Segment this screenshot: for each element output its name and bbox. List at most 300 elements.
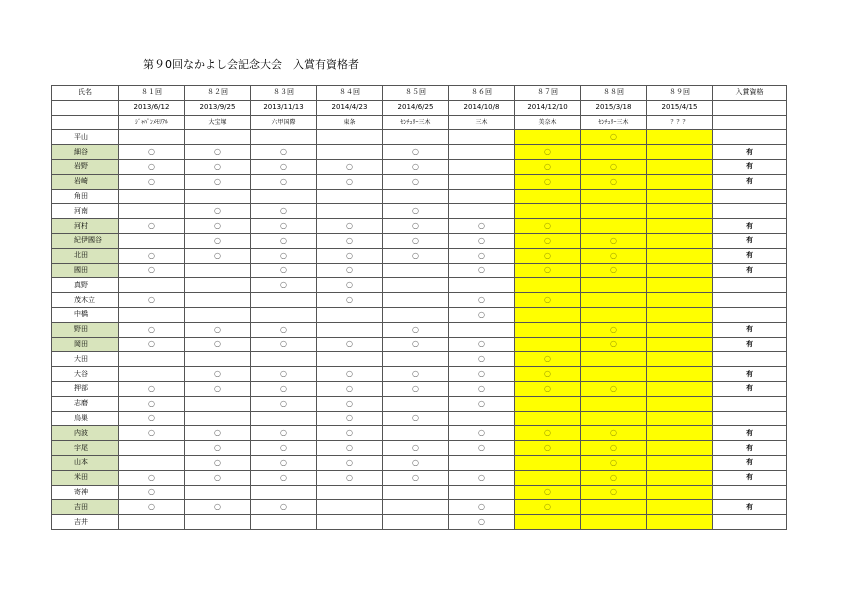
attendance-mark: ○ — [544, 161, 551, 171]
attendance-cell — [647, 248, 713, 263]
attendance-mark: ○ — [478, 265, 485, 275]
attendance-cell — [185, 174, 251, 189]
attendance-cell — [119, 204, 185, 219]
attendance-mark: ○ — [346, 176, 353, 186]
attendance-mark: ○ — [346, 398, 353, 408]
attendance-cell — [449, 426, 515, 441]
attendance-cell — [515, 485, 581, 500]
attendance-mark: ○ — [478, 428, 485, 438]
attendance-mark: ○ — [346, 250, 353, 260]
attendance-mark: ○ — [214, 221, 221, 231]
attendance-cell — [581, 367, 647, 382]
attendance-cell — [449, 485, 515, 500]
attendance-mark: ○ — [346, 457, 353, 467]
attendance-cell — [581, 441, 647, 456]
attendance-cell — [317, 145, 383, 160]
attendance-mark: ○ — [478, 398, 485, 408]
attendance-mark: ○ — [544, 176, 551, 186]
attendance-cell — [581, 293, 647, 308]
attendance-cell — [251, 367, 317, 382]
qualification-cell: 有 — [713, 219, 787, 234]
attendance-cell — [185, 426, 251, 441]
attendance-cell — [185, 145, 251, 160]
attendance-cell — [317, 174, 383, 189]
attendance-cell — [515, 145, 581, 160]
attendance-mark: ○ — [280, 443, 287, 453]
attendance-cell — [383, 233, 449, 248]
attendance-cell — [449, 248, 515, 263]
attendance-cell — [515, 189, 581, 204]
round-header: ８２回 — [185, 86, 251, 101]
table-row — [52, 381, 787, 396]
attendance-cell — [119, 278, 185, 293]
attendance-mark: ○ — [610, 235, 617, 245]
attendance-cell — [119, 293, 185, 308]
attendance-cell — [647, 411, 713, 426]
attendance-mark: ○ — [214, 428, 221, 438]
attendance-cell — [383, 145, 449, 160]
attendance-mark: ○ — [610, 176, 617, 186]
attendance-mark: ○ — [610, 339, 617, 349]
round-header: ８６回 — [449, 86, 515, 101]
venue-header — [119, 115, 185, 130]
attendance-cell — [449, 233, 515, 248]
attendance-mark: ○ — [280, 221, 287, 231]
attendance-cell — [515, 381, 581, 396]
attendance-cell — [251, 337, 317, 352]
player-name: 宇尾 — [52, 441, 119, 456]
qualification-cell: 有 — [713, 367, 787, 382]
attendance-cell — [317, 233, 383, 248]
table-row — [52, 455, 787, 470]
attendance-cell — [383, 367, 449, 382]
attendance-cell — [647, 500, 713, 515]
player-name: 角田 — [52, 189, 119, 204]
table-row — [52, 426, 787, 441]
attendance-cell — [119, 219, 185, 234]
attendance-mark: ○ — [544, 487, 551, 497]
attendance-mark: ○ — [148, 339, 155, 349]
attendance-cell — [515, 426, 581, 441]
table-row — [52, 396, 787, 411]
attendance-cell — [317, 411, 383, 426]
attendance-mark: ○ — [478, 295, 485, 305]
attendance-mark: ○ — [280, 339, 287, 349]
attendance-cell — [185, 470, 251, 485]
attendance-cell — [515, 367, 581, 382]
attendance-mark: ○ — [412, 324, 419, 334]
attendance-mark: ○ — [214, 472, 221, 482]
attendance-cell — [119, 411, 185, 426]
attendance-cell — [449, 337, 515, 352]
attendance-cell — [119, 396, 185, 411]
attendance-cell — [449, 189, 515, 204]
attendance-mark: ○ — [610, 472, 617, 482]
attendance-cell — [185, 159, 251, 174]
attendance-cell — [647, 307, 713, 322]
venue-label: ｾﾝﾁｭﾘｰ三木 — [400, 118, 431, 126]
attendance-mark: ○ — [346, 383, 353, 393]
attendance-cell — [449, 145, 515, 160]
attendance-cell — [119, 500, 185, 515]
attendance-mark: ○ — [412, 443, 419, 453]
attendance-cell — [251, 248, 317, 263]
attendance-mark: ○ — [280, 147, 287, 157]
attendance-mark: ○ — [412, 413, 419, 423]
table-row — [52, 189, 787, 204]
attendance-cell — [383, 515, 449, 530]
round-header: ８４回 — [317, 86, 383, 101]
attendance-cell — [251, 278, 317, 293]
attendance-mark: ○ — [148, 413, 155, 423]
table-row — [52, 159, 787, 174]
attendance-cell — [383, 293, 449, 308]
attendance-cell — [251, 426, 317, 441]
qualification-cell — [713, 293, 787, 308]
player-name: 米田 — [52, 470, 119, 485]
attendance-mark: ○ — [148, 221, 155, 231]
attendance-cell — [119, 189, 185, 204]
attendance-cell — [581, 381, 647, 396]
attendance-cell — [515, 174, 581, 189]
attendance-cell — [251, 307, 317, 322]
attendance-cell — [515, 455, 581, 470]
attendance-cell — [515, 322, 581, 337]
qualifier-table — [51, 85, 787, 530]
attendance-cell — [317, 381, 383, 396]
attendance-mark: ○ — [544, 221, 551, 231]
attendance-mark: ○ — [148, 383, 155, 393]
date-header: 2014/10/8 — [449, 100, 515, 115]
attendance-cell — [581, 337, 647, 352]
attendance-cell — [581, 174, 647, 189]
attendance-cell — [581, 145, 647, 160]
attendance-cell — [251, 515, 317, 530]
attendance-cell — [185, 411, 251, 426]
venue-label: ｼﾞｬﾊﾟﾝﾒﾓﾘｱﾙ — [134, 118, 168, 126]
attendance-cell — [449, 470, 515, 485]
attendance-mark: ○ — [544, 265, 551, 275]
attendance-cell — [449, 293, 515, 308]
attendance-cell — [647, 130, 713, 145]
venue-label: 三木 — [475, 118, 488, 126]
attendance-cell — [647, 426, 713, 441]
attendance-cell — [647, 293, 713, 308]
venue-header — [515, 115, 581, 130]
attendance-cell — [647, 159, 713, 174]
attendance-mark: ○ — [214, 147, 221, 157]
player-name: 河南 — [52, 204, 119, 219]
attendance-mark: ○ — [346, 472, 353, 482]
attendance-cell — [251, 411, 317, 426]
attendance-cell — [317, 219, 383, 234]
attendance-mark: ○ — [280, 324, 287, 334]
attendance-cell — [383, 204, 449, 219]
attendance-mark: ○ — [412, 383, 419, 393]
attendance-mark: ○ — [478, 309, 485, 319]
round-header: ８５回 — [383, 86, 449, 101]
attendance-cell — [251, 219, 317, 234]
date-header: 2014/12/10 — [515, 100, 581, 115]
attendance-mark: ○ — [346, 369, 353, 379]
attendance-mark: ○ — [412, 369, 419, 379]
attendance-cell — [383, 381, 449, 396]
attendance-mark: ○ — [610, 161, 617, 171]
attendance-mark: ○ — [346, 443, 353, 453]
qualification-header: 入賞資格 — [713, 86, 787, 101]
header-rounds-row — [52, 86, 787, 101]
attendance-cell — [383, 159, 449, 174]
attendance-cell — [185, 278, 251, 293]
attendance-cell — [581, 278, 647, 293]
attendance-cell — [515, 248, 581, 263]
qualification-cell — [713, 278, 787, 293]
attendance-cell — [647, 145, 713, 160]
round-header: ８７回 — [515, 86, 581, 101]
attendance-cell — [581, 130, 647, 145]
attendance-cell — [317, 248, 383, 263]
attendance-cell — [647, 219, 713, 234]
attendance-cell — [647, 322, 713, 337]
attendance-cell — [119, 485, 185, 500]
attendance-mark: ○ — [610, 443, 617, 453]
attendance-cell — [647, 470, 713, 485]
qualification-cell — [713, 515, 787, 530]
attendance-mark: ○ — [280, 250, 287, 260]
header-venues-row — [52, 115, 787, 130]
player-name: 真野 — [52, 278, 119, 293]
attendance-cell — [185, 130, 251, 145]
attendance-cell — [581, 204, 647, 219]
attendance-cell — [251, 189, 317, 204]
attendance-cell — [647, 174, 713, 189]
attendance-mark: ○ — [412, 221, 419, 231]
attendance-cell — [383, 322, 449, 337]
table-row — [52, 470, 787, 485]
date-header: 2015/3/18 — [581, 100, 647, 115]
round-header: ８８回 — [581, 86, 647, 101]
attendance-cell — [383, 248, 449, 263]
attendance-mark: ○ — [346, 265, 353, 275]
attendance-cell — [647, 263, 713, 278]
attendance-cell — [449, 441, 515, 456]
attendance-mark: ○ — [214, 339, 221, 349]
attendance-cell — [317, 204, 383, 219]
attendance-cell — [449, 500, 515, 515]
attendance-mark: ○ — [478, 443, 485, 453]
table-row — [52, 204, 787, 219]
attendance-mark: ○ — [412, 472, 419, 482]
player-name: 山本 — [52, 455, 119, 470]
player-name: 岩野 — [52, 159, 119, 174]
qualification-cell — [713, 307, 787, 322]
player-name: 寄神 — [52, 485, 119, 500]
table-row — [52, 233, 787, 248]
attendance-cell — [647, 396, 713, 411]
attendance-mark: ○ — [280, 235, 287, 245]
attendance-cell — [581, 515, 647, 530]
attendance-cell — [647, 441, 713, 456]
attendance-mark: ○ — [610, 324, 617, 334]
attendance-cell — [185, 337, 251, 352]
attendance-mark: ○ — [478, 354, 485, 364]
attendance-cell — [317, 293, 383, 308]
attendance-cell — [119, 470, 185, 485]
attendance-cell — [119, 263, 185, 278]
venue-label: ？？？ — [670, 118, 689, 126]
attendance-cell — [185, 500, 251, 515]
qualification-cell: 有 — [713, 441, 787, 456]
qualification-cell: 有 — [713, 337, 787, 352]
attendance-cell — [251, 485, 317, 500]
attendance-mark: ○ — [412, 457, 419, 467]
qualification-cell: 有 — [713, 322, 787, 337]
attendance-mark: ○ — [346, 428, 353, 438]
attendance-mark: ○ — [280, 502, 287, 512]
player-name: 中橋 — [52, 307, 119, 322]
attendance-cell — [317, 263, 383, 278]
attendance-mark: ○ — [478, 383, 485, 393]
attendance-cell — [647, 233, 713, 248]
attendance-mark: ○ — [478, 369, 485, 379]
attendance-cell — [185, 263, 251, 278]
attendance-mark: ○ — [280, 369, 287, 379]
date-header: 2013/6/12 — [119, 100, 185, 115]
attendance-cell — [251, 204, 317, 219]
qualification-cell — [713, 396, 787, 411]
qualification-cell: 有 — [713, 500, 787, 515]
attendance-cell — [515, 293, 581, 308]
attendance-cell — [185, 219, 251, 234]
attendance-mark: ○ — [214, 235, 221, 245]
player-name: 押部 — [52, 381, 119, 396]
attendance-mark: ○ — [412, 235, 419, 245]
attendance-cell — [581, 233, 647, 248]
venue-header — [647, 115, 713, 130]
blank-cell — [52, 100, 119, 115]
attendance-mark: ○ — [610, 428, 617, 438]
attendance-cell — [581, 426, 647, 441]
attendance-cell — [383, 411, 449, 426]
attendance-cell — [515, 515, 581, 530]
attendance-mark: ○ — [148, 487, 155, 497]
attendance-cell — [581, 248, 647, 263]
attendance-mark: ○ — [412, 250, 419, 260]
attendance-mark: ○ — [412, 147, 419, 157]
attendance-cell — [581, 485, 647, 500]
attendance-cell — [581, 159, 647, 174]
qualification-cell — [713, 189, 787, 204]
attendance-mark: ○ — [412, 206, 419, 216]
attendance-mark: ○ — [346, 221, 353, 231]
attendance-cell — [383, 485, 449, 500]
attendance-cell — [185, 352, 251, 367]
table-row — [52, 145, 787, 160]
attendance-cell — [647, 485, 713, 500]
attendance-cell — [119, 233, 185, 248]
attendance-mark: ○ — [148, 428, 155, 438]
qualification-cell: 有 — [713, 263, 787, 278]
qualification-cell: 有 — [713, 381, 787, 396]
attendance-cell — [251, 470, 317, 485]
attendance-cell — [119, 367, 185, 382]
player-name: 内波 — [52, 426, 119, 441]
attendance-cell — [449, 381, 515, 396]
attendance-cell — [449, 130, 515, 145]
attendance-mark: ○ — [214, 324, 221, 334]
table-row — [52, 293, 787, 308]
attendance-cell — [449, 219, 515, 234]
attendance-cell — [317, 470, 383, 485]
qualification-cell — [713, 130, 787, 145]
attendance-mark: ○ — [148, 324, 155, 334]
attendance-cell — [317, 367, 383, 382]
attendance-cell — [251, 263, 317, 278]
attendance-cell — [251, 455, 317, 470]
attendance-mark: ○ — [346, 413, 353, 423]
name-header: 氏名 — [52, 86, 119, 101]
player-name: 北田 — [52, 248, 119, 263]
player-name: 紀伊國谷 — [52, 233, 119, 248]
table-row — [52, 337, 787, 352]
attendance-cell — [581, 219, 647, 234]
date-header: 2013/11/13 — [251, 100, 317, 115]
attendance-cell — [185, 204, 251, 219]
table-row — [52, 500, 787, 515]
attendance-cell — [449, 204, 515, 219]
attendance-cell — [647, 337, 713, 352]
venue-label: 美奈木 — [538, 118, 557, 126]
table-row — [52, 485, 787, 500]
attendance-cell — [317, 455, 383, 470]
player-name: 河村 — [52, 219, 119, 234]
round-header: ８３回 — [251, 86, 317, 101]
attendance-mark: ○ — [610, 250, 617, 260]
player-name: 大田 — [52, 352, 119, 367]
attendance-mark: ○ — [280, 472, 287, 482]
attendance-mark: ○ — [148, 265, 155, 275]
attendance-cell — [581, 455, 647, 470]
attendance-cell — [581, 411, 647, 426]
attendance-cell — [449, 411, 515, 426]
attendance-mark: ○ — [544, 250, 551, 260]
attendance-mark: ○ — [280, 428, 287, 438]
table-row — [52, 441, 787, 456]
attendance-mark: ○ — [610, 383, 617, 393]
blank-cell — [713, 115, 787, 130]
attendance-cell — [119, 159, 185, 174]
attendance-cell — [317, 307, 383, 322]
attendance-mark: ○ — [412, 161, 419, 171]
attendance-cell — [515, 396, 581, 411]
attendance-cell — [647, 381, 713, 396]
table-row — [52, 515, 787, 530]
attendance-mark: ○ — [478, 339, 485, 349]
attendance-cell — [251, 233, 317, 248]
attendance-cell — [515, 441, 581, 456]
attendance-cell — [185, 293, 251, 308]
round-header: ８９回 — [647, 86, 713, 101]
attendance-cell — [185, 381, 251, 396]
attendance-cell — [119, 455, 185, 470]
qualification-cell: 有 — [713, 470, 787, 485]
attendance-cell — [515, 411, 581, 426]
attendance-cell — [119, 248, 185, 263]
player-name: 岡田 — [52, 337, 119, 352]
attendance-cell — [515, 337, 581, 352]
qualification-cell — [713, 352, 787, 367]
attendance-mark: ○ — [214, 161, 221, 171]
